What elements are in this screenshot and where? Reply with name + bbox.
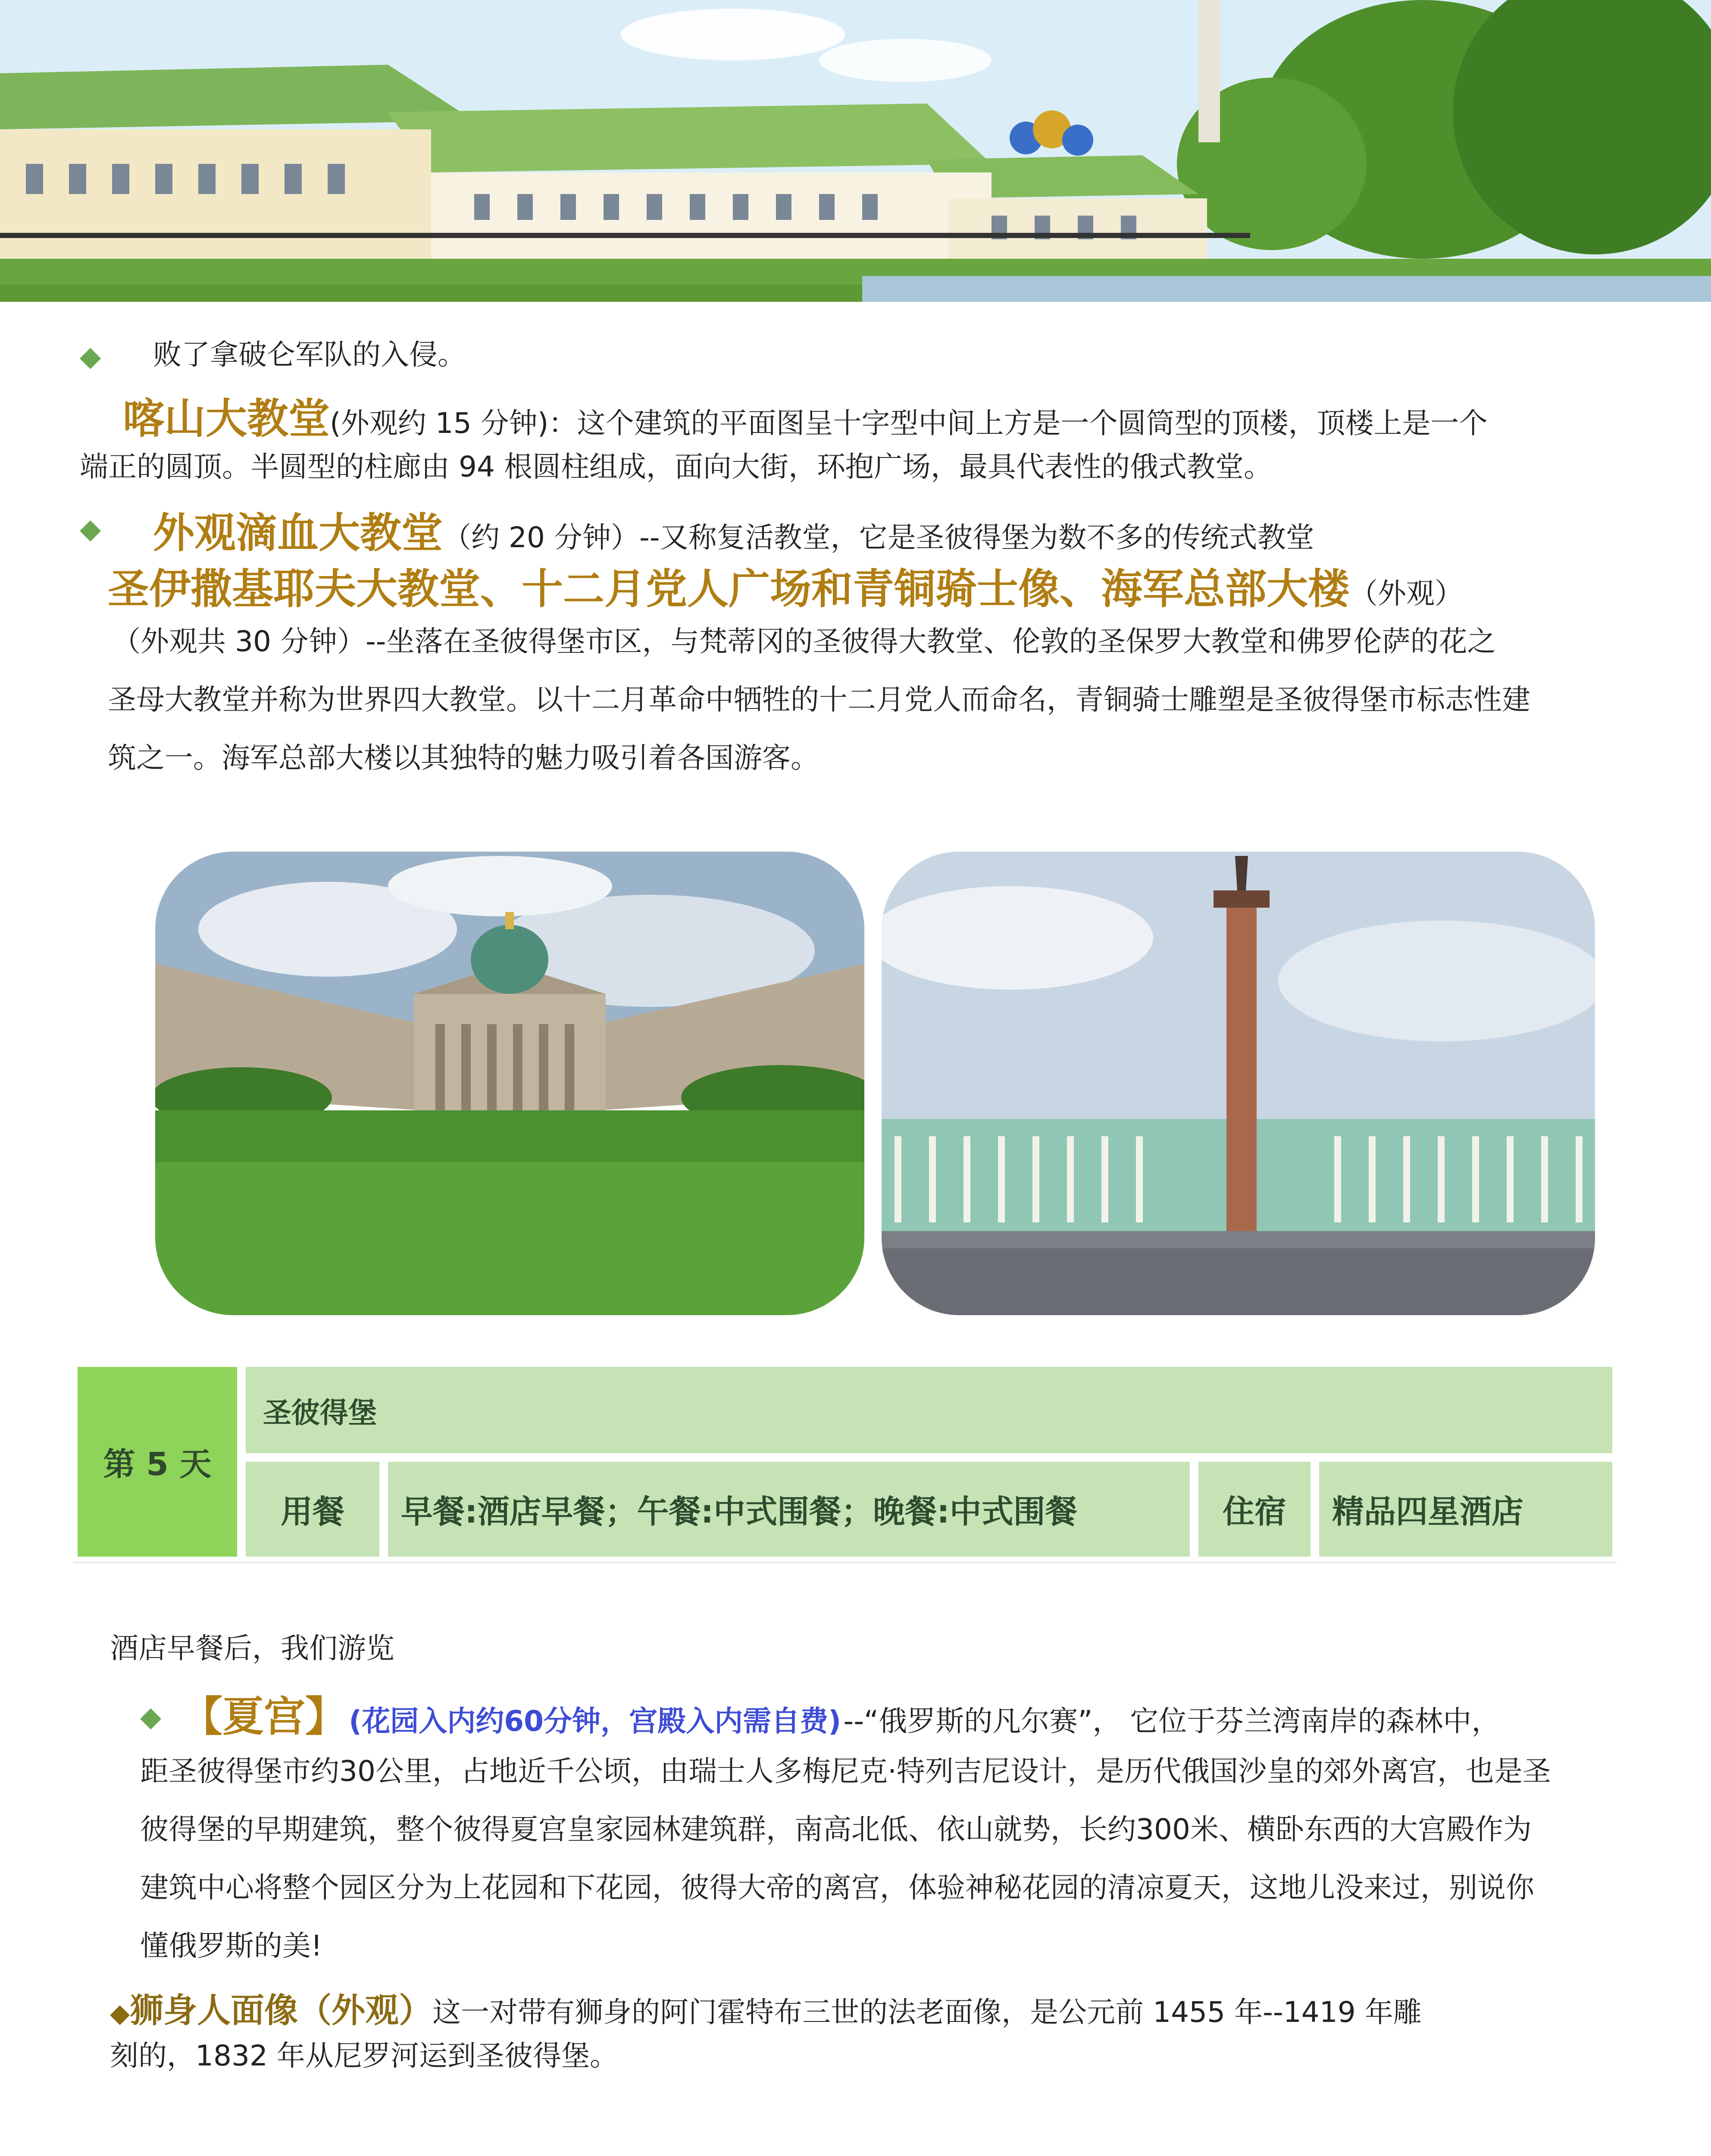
isaac-text-line: 筑之一。海军总部大楼以其独特的魅力吸引着各国游客。 [108, 741, 819, 774]
bullet-icon: ◆ [110, 1998, 130, 2028]
summer-palace-line: --“俄罗斯的凡尔赛”， 它位于芬兰湾南岸的森林中， [843, 1705, 1500, 1738]
summer-palace-note: (花园入内约60分钟，宫殿入内需自费) [349, 1705, 841, 1738]
palace-square-photo [882, 852, 1595, 1315]
section-paren: (外观约 15 分钟)：这个建筑的平面图呈十字型中间上方是一个圆筒型的顶楼，顶楼上是一个 [330, 407, 1488, 440]
bullet-icon: ◆ [80, 341, 101, 373]
summer-palace-heading [181, 1684, 1500, 1743]
bullet-icon: ◆ [140, 1701, 162, 1733]
kazan-cathedral-photo [155, 852, 864, 1315]
section-title: 圣伊撒基耶夫大教堂、十二月党人广场和青铜骑士像、海军总部大楼 [108, 565, 1349, 613]
intro-line: 败了拿破仑军队的入侵。 [153, 338, 466, 371]
day-label: 第 5 天 [78, 1367, 237, 1557]
sphinx-line: 这一对带有狮身的阿门霍特布三世的法老面像，是公元前 1455 年--1419 年雕 [432, 1996, 1422, 2029]
kazan-cathedral-heading [123, 386, 1487, 445]
kazan-cathedral-text: 端正的圆顶。半圆型的柱廊由 94 根圆柱组成，面向大街，环抱广场，最具代表性的俄式教堂。 [80, 450, 1272, 483]
day-city: 圣彼得堡 [246, 1367, 1612, 1453]
table-divider [73, 1562, 1617, 1563]
summer-palace-line: 建筑中心将整个园区分为上花园和下花园，彼得大帝的离宫，体验神秘花园的清凉夏天，这地儿没来过，别说你 [140, 1871, 1534, 1904]
header-banner-image [0, 0, 1711, 302]
bullet-icon: ◆ [80, 513, 101, 545]
meals-value: 早餐:酒店早餐；午餐:中式围餐；晚餐:中式围餐 [388, 1462, 1190, 1557]
summer-palace-line: 彼得堡的早期建筑，整个彼得夏宫皇家园林建筑群，南高北低、依山就势，长约300米、横卧东西的大宫殿作为 [140, 1813, 1532, 1846]
sphinx-line: 刻的，1832 年从尼罗河运到圣彼得堡。 [110, 2039, 618, 2072]
sphinx-title: 狮身人面像（外观） [130, 1991, 433, 2030]
day-schedule-table [78, 1367, 1612, 1557]
hotel-value: 精品四星酒店 [1319, 1462, 1612, 1557]
summer-palace-line: 懂俄罗斯的美! [140, 1929, 322, 1962]
section-suffix: （外观） [1349, 577, 1463, 610]
isaac-cathedral-heading [108, 556, 1463, 615]
stay-label: 住宿 [1198, 1462, 1311, 1557]
sphinx-heading [110, 1984, 1422, 2032]
section-paren: （约 20 分钟）--又称复活教堂，它是圣彼得堡为数不多的传统式教堂 [443, 521, 1314, 554]
isaac-text-line: 圣母大教堂并称为世界四大教堂。以十二月革命中牺牲的十二月党人而命名，青铜骑士雕塑是圣彼得堡市标志性建 [108, 683, 1530, 716]
summer-palace-line: 距圣彼得堡市约30公里，占地近千公顷，由瑞士人多梅尼克·特列吉尼设计，是历代俄国沙皇的郊外离宫，也是圣 [140, 1755, 1551, 1788]
spilled-blood-heading [153, 500, 1314, 559]
section-title: 外观滴血大教堂 [153, 509, 443, 557]
section-title: 喀山大教堂 [123, 395, 330, 443]
after-breakfast-text: 酒店早餐后，我们游览 [110, 1632, 394, 1665]
meal-label: 用餐 [246, 1462, 379, 1557]
isaac-text-line: （外观共 30 分钟）--坐落在圣彼得堡市区，与梵蒂冈的圣彼得大教堂、伦敦的圣保罗大教堂和佛罗伦萨的花之 [112, 625, 1496, 658]
summer-palace-title: 【夏宫】 [181, 1692, 347, 1741]
